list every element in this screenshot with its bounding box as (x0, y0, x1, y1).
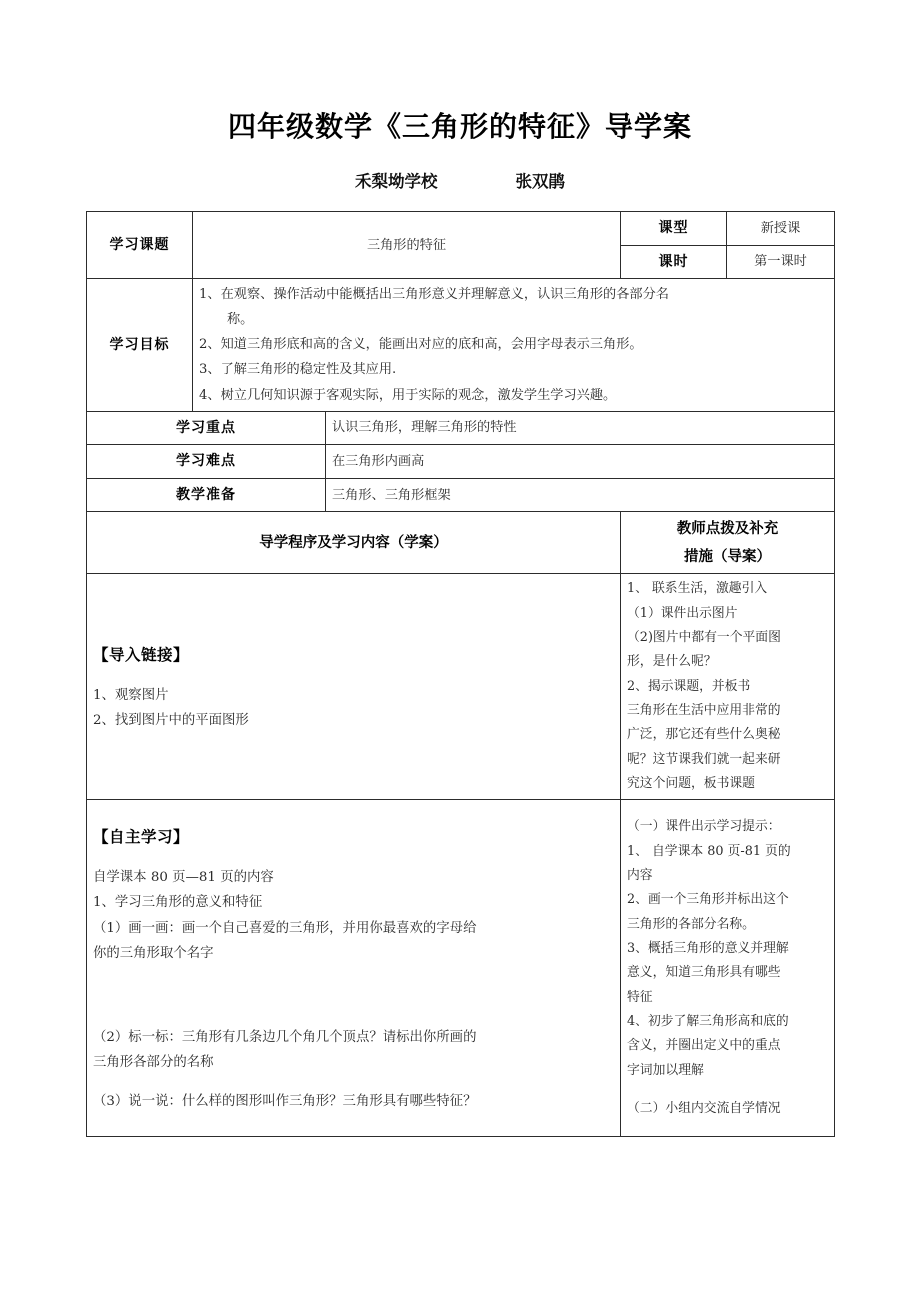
teacher-note-line: 1、 自学课本 80 页-81 页的 (627, 843, 791, 859)
teacher-note-line: 形，是什么呢？ (627, 654, 717, 670)
lesson-plan-table (86, 211, 835, 1137)
teacher-note-line: 究这个问题，板书课题 (627, 775, 755, 791)
column-header-teacher-line1: 教师点拨及补充 (676, 520, 779, 538)
intro-line: 1、观察图片 (93, 687, 169, 703)
table-row-column-headers (87, 512, 835, 574)
teacher-note-line: 特征 (627, 989, 653, 1005)
author-name: 张双鹃 (515, 172, 565, 191)
teacher-note-line: （1）课件出示图片 (627, 605, 738, 621)
self-study-line: 三角形各部分的名称 (93, 1055, 214, 1071)
topic-label: 学习课题 (87, 212, 193, 279)
self-study-line: 你的三角形取个名字 (93, 946, 214, 962)
teacher-note-line: 意义，知道三角形具有哪些 (627, 965, 781, 981)
table-row-preparation (87, 478, 835, 512)
self-study-line: 自学课本 80 页—81 页的内容 (93, 869, 274, 885)
teacher-note-line: 2、揭示课题，并板书 (627, 678, 751, 694)
self-study-section-title: 【自主学习】 (93, 827, 190, 847)
goal-item: 2、知道三角形底和高的含义，能画出对应的底和高，会用字母表示三角形。 (199, 337, 643, 353)
table-row-self-study (87, 800, 835, 1137)
difficulty-label: 学习难点 (87, 445, 326, 479)
preparation-label: 教学准备 (87, 478, 326, 512)
type-value: 新授课 (727, 212, 835, 246)
teacher-note-line: 字词加以理解 (627, 1062, 704, 1078)
table-row-key-point (87, 411, 835, 445)
table-row-intro (87, 574, 835, 800)
teacher-note-line: 3、概括三角形的意义并理解 (627, 940, 789, 956)
goal-item-continued: 称。 (227, 312, 254, 328)
teacher-note-line: 三角形的各部分名称。 (627, 916, 755, 932)
intro-student-cell (87, 574, 621, 800)
intro-teacher-cell (621, 574, 835, 800)
period-label: 课时 (621, 245, 727, 279)
column-header-teacher-line2: 措施（导案） (684, 547, 771, 565)
goals-label: 学习目标 (87, 279, 193, 411)
topic-value: 三角形的特征 (193, 212, 621, 279)
school-name: 禾梨坳学校 (355, 172, 438, 191)
teacher-note-line: 三角形在生活中应用非常的 (627, 703, 781, 719)
teacher-note-line: 1、 联系生活，激趣引入 (627, 581, 768, 597)
goal-item: 4、树立几何知识源于客观实际，用于实际的观念，激发学生学习兴趣。 (199, 387, 617, 403)
teacher-note-line: 含义，并圈出定义中的重点 (627, 1038, 781, 1054)
difficulty-value: 在三角形内画高 (326, 445, 835, 479)
self-study-line: （3）说一说：什么样的图形叫作三角形？三角形具有哪些特征？ (93, 1093, 477, 1109)
key-point-value: 认识三角形，理解三角形的特性 (326, 411, 835, 445)
goal-item: 1、在观察、操作活动中能概括出三角形意义并理解意义，认识三角形的各部分名 (199, 287, 669, 303)
self-study-line: （2）标一标：三角形有几条边几个角几个顶点？请标出你所画的 (93, 1029, 477, 1045)
goals-cell (193, 279, 835, 411)
self-study-teacher-cell (621, 800, 835, 1137)
table-row-goals (87, 279, 835, 411)
key-point-label: 学习重点 (87, 411, 326, 445)
teacher-note-line: 4、初步了解三角形高和底的 (627, 1013, 789, 1029)
preparation-value: 三角形、三角形框架 (326, 478, 835, 512)
teacher-note-line: （一）课件出示学习提示： (627, 819, 781, 835)
type-label: 课型 (621, 212, 727, 246)
table-row-difficulty (87, 445, 835, 479)
teacher-note-line: 2、画一个三角形并标出这个 (627, 892, 789, 908)
column-header-student: 导学程序及学习内容（学案） (87, 512, 621, 574)
page-title: 四年级数学《三角形的特征》导学案 (227, 110, 692, 143)
self-study-line: 1、学习三角形的意义和特征 (93, 895, 263, 911)
self-study-line: （1）画一画：画一个自己喜爱的三角形，并用你最喜欢的字母给 (93, 920, 477, 936)
intro-section-title: 【导入链接】 (93, 645, 190, 665)
goal-item: 3、了解三角形的稳定性及其应用. (199, 362, 397, 378)
teacher-note-line: 广泛，那它还有些什么奥秘 (627, 727, 781, 743)
column-header-teacher (621, 512, 835, 574)
period-value: 第一课时 (727, 245, 835, 279)
teacher-note-line: （二）小组内交流自学情况 (627, 1100, 781, 1116)
table-row-topic (87, 212, 835, 246)
document-byline (0, 168, 920, 192)
self-study-student-cell (87, 800, 621, 1137)
intro-line: 2、找到图片中的平面图形 (93, 713, 249, 729)
teacher-note-line: 呢？这节课我们就一起来研 (627, 751, 781, 767)
teacher-note-line: （2)图片中都有一个平面图 (627, 630, 781, 646)
teacher-note-line: 内容 (627, 868, 653, 884)
